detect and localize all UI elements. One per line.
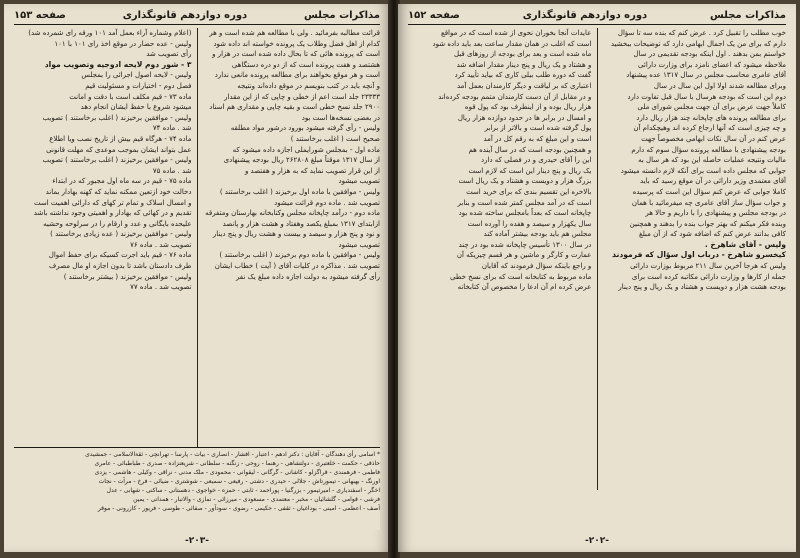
text-line: رأی گرفته میشود به دولت اجازه داده مبلغ یک نفر (235, 272, 380, 281)
text-line: رأی تصویب شد (146, 50, 192, 59)
footnote-line: فرشی - قوامی - گلشائیان - مخبر - معتمدی - مسعودی - میرزائی - نمازی - والاتبار - همدانی - یمین (133, 496, 380, 503)
text-line: تصویب شد . ماده دوم قرائت میشود (274, 198, 380, 207)
right-header-page-number: صفحه ۱۵۲ (408, 9, 460, 21)
left-header-rule (14, 24, 380, 25)
text-line: است که پرونده هائی که تا بحال داده شده است در هزار و (212, 50, 380, 59)
text-line: و امسال اسلاک و تمام تر کهای که دارائی اهمیت است (34, 198, 192, 207)
text-line: این را آقای حیدری و در فصلی که دارد (481, 156, 592, 165)
text-line: فصل دوم - اختیارات و مسئولیت قیم (85, 81, 192, 90)
right-header-session: دوره دوازدهم قانونگذاری (522, 9, 648, 21)
text-line: ماده مربوط به کتابخانه است که برای نسخ خطی (450, 272, 592, 281)
text-line: شد . ماده ۷۴ (152, 124, 192, 133)
text-line: ۲۹۰۰ جلد نسخ خطی است و بقیه چاپی و مقداری هم اسناد (209, 103, 380, 112)
text-line: و همچنین بودجه است که در سال آینده هم (468, 145, 592, 154)
text-line: است که اغلب در همان مقدار ساعت بعد باید داده شود (432, 39, 592, 48)
text-line: ولیس - رأی گرفته میشود بورود درشور مواد مطلقه (230, 124, 380, 133)
right-page-columns (408, 28, 786, 526)
text-line: کافی بدانند عرض کنم که اضافه شود که از آن مبلغ (638, 230, 786, 239)
text-line: تقدیم و در کهائی که بهادار و اهمیتی وجود نداشته باشد (33, 209, 192, 218)
text-line: تصویب میشود (338, 177, 380, 186)
text-line: ولیس - موافقین برخیزند ( عده زیادی برخاستند ) (50, 230, 192, 239)
text-line: عرض کرده ام آن ادعا را مخصوص آن کتابخانه (457, 283, 592, 292)
text-line: جمله از کارها و وزارت دارائی مکاتبه کرده است برای (631, 272, 786, 281)
text-line: در بودجه مجلس و پیشنهادی را با داریم و حالا هر (645, 209, 786, 218)
right-header-rule (408, 24, 786, 25)
text-line: و هشتاد و یک ریال و پنج دینار مقدار اضافه شد (456, 60, 592, 69)
text-line: میشود شروع با حفظ ایشان انجام دهد (80, 103, 192, 112)
text-line: ازابتدای ۱۳۱۷ بمبلغ یکصد وهفتاد و هشت هزار و پانصد (222, 219, 380, 228)
left-header-journal: مذاکرات مجلس (303, 9, 380, 21)
text-line: چاپخانه است که بعداً بامجلس ساخته شده بود (458, 209, 592, 218)
text-line: جوابی که مجلس داده است برای آنکه لازم دانسته میشود (620, 166, 786, 175)
text-line: از سال ۱۳۱۷ موقتاً مبلغ ۲۶۲۸۰۸ ریال بودجه پیشنهادی (223, 156, 380, 165)
text-line: ماه شده است و بعد برای بودجه از روزهای قبل (453, 50, 592, 59)
text-line: دخالت خود ازتعین ممکنه نماید که کهنه بهادار بماند (45, 187, 192, 196)
left-header-session: دوره دوازدهم قانونگذاری (122, 9, 248, 21)
left-page-folio: -۲۰۳- (185, 536, 209, 546)
text-line: است و این مبلغ که به رقم کل در آمد (483, 134, 592, 143)
text-line: بودجه هشت هزار و دویست و هشتاد و یک ریال و پنج دینار (618, 283, 786, 292)
text-line: و در مقابل از آن دست کارمندان متمم بودجه کرده‌اند (438, 92, 592, 101)
text-line: کاملاً جهت عرض برای آن جهت مجلس شورای ملی (637, 103, 786, 112)
text-line: برای مطالعه پرونده های چاپخانه چند هزار ریال دارد (636, 113, 786, 122)
text-line: ولیس - موافقین برخیزند ( بیشتر برخاستند ) (63, 272, 192, 281)
text-line: ماده ۷۴ - هرگاه قیم بیش از تاریخ نصب ویا اطلاع (49, 134, 192, 143)
text-line: تصویب شد . ماده ۷۷ (130, 283, 192, 292)
footnote-line: اخگر - اسفندیاری - امیرتیمور - بزرگنیا - پوراحمد - ثابتی - حمزه - خواجوی - دهستانی - ساکنی - شهابی - عدل (106, 487, 380, 494)
text-line: در بعضی نسخه‌ها است بود (301, 113, 380, 122)
text-line: ملاحظه میشود که اعضای نامزد برای وزارت دارائی (638, 60, 786, 69)
text-line: هزار ریال بوده و از اینطرف بود که پول قوه (464, 103, 592, 112)
text-line: طرف دادستان باشد تا بدون اجازه او مال مصرف (49, 262, 192, 271)
text-line: دارم که برای من یک اجمال ابهامی دارد که توضیحات ببخشید (610, 39, 786, 48)
text-line: (اعلام وشماره آراء بعمل آمد ۱۰۱ ورقه رای شمرده شد) (28, 29, 192, 37)
text-line: ماده ۷۶ - قیم باید اجرت کسیکه برای حفظ اموال (48, 251, 192, 260)
text-line: شد . ماده ۷۵ (152, 166, 192, 175)
text-line: دوم این است که بودجه هرسال با سال قبل تفاوت دارد (627, 92, 786, 101)
text-line: کدام از اهل فضل وطلاب یک پرونده خواسته اند داده شود (213, 39, 380, 48)
text-line: عمل بتواند ایشان بموجب موعدی که مهلت قانونی (46, 145, 192, 154)
text-line: آقای معتمدی وزیر دارائی در آن موقع رسید که باید (640, 177, 786, 186)
right-page-folio: -۲۰۲- (585, 536, 609, 546)
text-line: کیخسرو شاهرخ - درباب اول سؤال که فرمودند (612, 250, 786, 260)
text-line: تصویب شد . مذاکره در کلیات آقای ( آیت ) خطاب ایشان (214, 262, 380, 271)
right-page (398, 4, 796, 552)
text-line: سال یکهزار و سیصد و هفده را آورده است (467, 219, 592, 228)
text-line: خوب مطلب را تقبیل کرد . عرض کنم که بنده سه تا سؤال (617, 29, 786, 37)
text-line: بالاخره این تقسیم بندی که برای خرید است (466, 187, 592, 196)
text-line: عایدات آنجا بخوران نحوی از شده است که در مواقع (440, 29, 592, 37)
left-page-header (14, 8, 380, 22)
right-page-header (408, 8, 786, 22)
text-line: ولیس - آقای شاهرخ . (704, 239, 786, 249)
text-line: و امسال در برابر ها در حدود دوازده هزار ریال (457, 113, 592, 122)
text-line: ماده ۷۳ - قیم مکلف است با دقت و امانت (69, 92, 192, 101)
text-line: و راجع باینکه سؤال فرمودند که آقایان (481, 262, 592, 271)
text-line: ولیس - موافقین با ماده اول برخیزند ( اغلب برخاستند ) (219, 187, 380, 196)
text-line: پول گرفته شده است و بالاتر از برابر (484, 124, 592, 133)
text-line: است و هر موقع بخواهند برای مطالعه پرونده مانعی ندارد (214, 71, 380, 80)
text-line: و جواب سؤال ساز آقای عامری چه میفرمائید با همان (631, 198, 786, 207)
text-line: ولیس - موافقین برخیزند ( اغلب برخاستند ) تصویب (42, 113, 192, 122)
right-page-left-column (408, 28, 591, 526)
text-line: در سال ۱۳۰۰ تأسیس چاپخانه شده بود در چند (458, 240, 592, 249)
text-line: ۲۳۳۳۳ جلد است اعم از خطی و چاپی که از این مقدار (224, 92, 380, 101)
text-line: بزرگ هزار و دویست و هشتاد و یک ریال است (458, 177, 592, 186)
text-line: وبرای مطالعه شدند اولا اول این سال در سال (653, 81, 786, 90)
text-line: ولیس که هرجا آخرین سال ۲۱۱ مربوط بوزارت دارائی (630, 262, 786, 271)
text-line: وبنده فکر میکنم که بهتر جواب بنده را بدهند و همچنین (629, 219, 786, 228)
text-line: خواستم بمن بدهند . اول اینکه بودجه تقدیمی در سال (633, 50, 786, 59)
left-page (4, 4, 390, 552)
text-line: یک ریال و پنج دینار این است که لازم است (468, 166, 592, 175)
text-line: عرض کنم در آن سال نکات ابهامی مخصوصاً جهت (641, 134, 786, 143)
left-page-columns (14, 28, 380, 448)
left-page-right-column (203, 28, 381, 448)
text-line: و آنچه باید در کتب بنویسم در موقع داده‌اند ونتیجه (237, 81, 380, 90)
text-line: صحیح است ( اغلب برخاستند ) (290, 134, 380, 143)
text-line: ولیس - موافقین با ماده دوم برخیزند ( اغلب برخاستند ) (219, 251, 380, 260)
left-page-left-column (14, 28, 192, 448)
text-line: علیحده بایگانی و عدد و ارقام را در سرلوحه وحشیه (43, 219, 192, 228)
footnote-line: آصف - اعظمی - امینی - بوداغیان - ثقفی - حکیمی - رضوی - سودآور - صفائی - طوسی - فریور - کازرونی - موقر (97, 505, 380, 512)
text-line: قرائت مطالبه بفرمائید . ولی با مطالعه هم شده است و هر (209, 29, 380, 37)
text-line: است که در آمد مجلس کمتر شده است و بنابر (457, 198, 592, 207)
footnote-line: اورنگ - بهبهانی - تیمورتاش - جلالی - حیدری - دشتی - رفیعی - سمیعی - شوشتری - ضیائی - فرخ - مرآت - نجات (98, 478, 380, 485)
text-line: ولیس - موافقین برخیزند ( اغلب برخاستند ) تصویب (42, 156, 192, 165)
text-line: کاملا جوابی که عرض کنم سؤال این است که پرسیده (632, 187, 786, 196)
text-line: عمارت و کارگر و ماشین و هر قسم چیزیکه آن (456, 251, 592, 260)
right-page-right-column (603, 28, 786, 526)
text-line: و نود و پنج هزار و سیصد و بیست و هشت ریال و پنج دینار (212, 230, 380, 239)
footnote-line: حاذقی - حکمت - خلعتبری - دولتشاهی - رهنما - روحی - زنگنه - سلطانی - شریعتزاده - صدری - طباطبائی - عامری (94, 460, 380, 467)
text-line: ماده دوم - درآمد چاپخانه مجلس وکتابخانه بهارستان ومتفرقه (205, 209, 380, 218)
text-line: آقای عامری محاسب مجلس در سال ۱۳۱۷ عده پیشنهاد (626, 71, 786, 80)
text-line: ولیس - لایحه اصول اجرائی را بمجلس (81, 71, 192, 80)
text-line: بودجه پیشنهادی با مطالعه پرونده سؤال سوم که دارم (631, 145, 786, 154)
text-line: ماده ۷۵ - قیم در سه ماه اول مجبور که در ابتداء (52, 177, 192, 186)
text-line: از این قرار تصویب نماید که به هزار و هفتصد و (244, 166, 380, 175)
text-line: و چه چیزی است که آنها ارجاع کرده اند وهیچکدام آن (633, 124, 786, 133)
left-header-page-number: صفحه ۱۵۳ (14, 9, 66, 21)
right-header-journal: مذاکرات مجلس (709, 9, 786, 21)
text-line: تصویب میشود (338, 240, 380, 249)
text-line: تصویب شد . ماده ۷۶ (130, 240, 192, 249)
footnote-line: * اسامی رأی دهندگان - آقایان : دکتر ادهم - اعتبار - افشار - انصاری - بیات - پارسا - تهرانچی - ثقةالاسلامی - جمشیدی (85, 451, 380, 458)
left-page-footnotes (14, 447, 380, 530)
text-line: گفت که دوره طلب بیلی کاری که بیاید تأیید کرد (454, 71, 592, 80)
text-line: مالیات ونتیجه عملیات حاصله این بود که هر سال به (638, 156, 786, 165)
text-line: اعتباری که بر لیاقت و دیگر کارمندان بعمل آمد (457, 81, 592, 90)
footnote-line: فاطمی - فرهمندی - قراگزلو - کاشانی - گرگانی - لیقوانی - محمودی - ملک مدنی - نراقی - وکیلی - هاشمی - یزدی (94, 469, 380, 476)
text-line: ۳ - شور دوم لایحه ادوجیه وتصویب مواد (44, 59, 192, 69)
text-line: مجلس هم باید بودجه بیشتر آماده کند (483, 230, 592, 239)
text-line: ولیس - عده حضار در موقع اخذ رای ۱۰۱ با ۱۰۱ (54, 39, 192, 48)
text-line: ماده اول - بمجلس شورایملی اجازه داده میشود که (232, 145, 380, 154)
text-line: هشتصد و هفت پرونده است که از دو دره دستگاهی (231, 60, 380, 69)
